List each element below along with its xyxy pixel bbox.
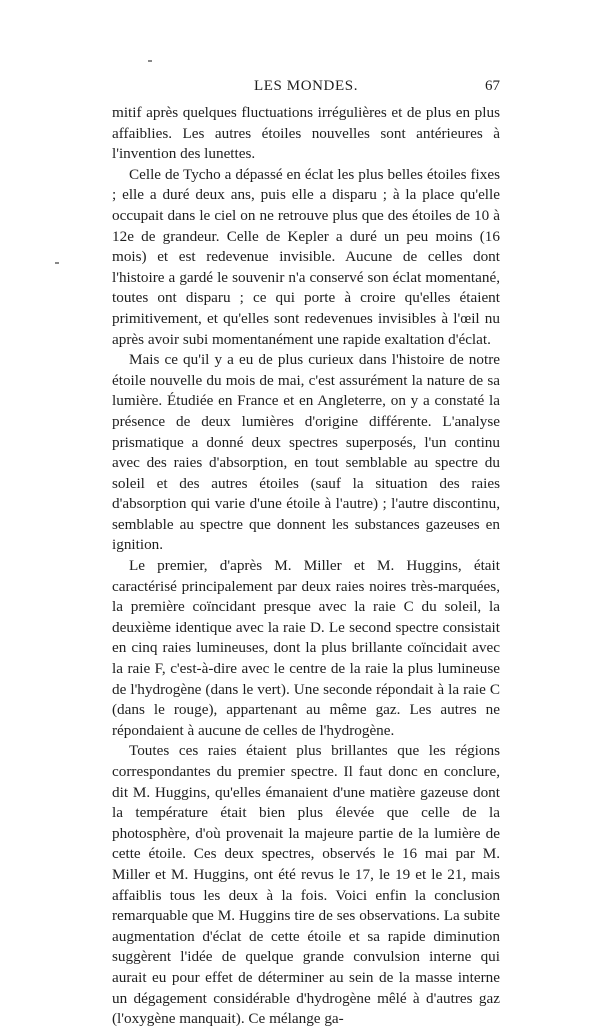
margin-specks <box>148 60 152 62</box>
paragraph: Mais ce qu'il y a eu de plus curieux dans l'histoire de notre étoile nouvelle du mois de mai, c'est assurément la nature de sa lumière. Étudiée en France et en Angleterre, on y a constaté la présence de deux lumières d'origine différente. L'analyse prismatique a donné deux spectres superposés, l'un continu avec des raies d'absorption, en tout semblable au spectre du soleil et des autres étoiles (sauf la situation des raies d'absorption qui varie d'une étoile à l'autre) ; l'autre discontinu, semblable au spectre que donnent les substances gazeuses en ignition. <box>112 351 500 554</box>
paragraph: mitif après quelques fluctuations irrégulières et de plus en plus affaiblies. Les autres étoiles nouvelles sont antérieures à l'invention des lunettes. <box>112 104 500 163</box>
paragraph: Toutes ces raies étaient plus brillantes que les régions correspondantes du premier spectre. Il faut donc en conclure, dit M. Huggins, qu'elles émanaient d'une matière gazeuse dont la température était bien plus élevée que celle de la photosphère, d'où provenait la majeure partie de la lumière de cette étoile. Ces deux spectres, observés le 16 mai par M. Miller et M. Huggins, ont été revus le 17, le 19 et le 21, mais affaiblis tous les deux à la fois. Voici enfin la conclusion remarquable que M. Huggins tire de ses observations. La subite augmentation d'éclat de cette étoile et sa rapide diminution suggèrent l'idée de quelque grande convulsion interne qui aurait eu pour effet de déterminer au sein de la masse interne un dégagement considérable d'hydrogène mêlé à d'autres gaz (l'oxygène manquait). Ce mélange ga- <box>112 742 500 1028</box>
paragraph: Celle de Tycho a dépassé en éclat les plus belles étoiles fixes ; elle a duré deux ans, puis elle a disparu ; à la place qu'elle occupait dans le ciel on ne retrouve plus que des étoiles de 10 à 12e de grandeur. Celle de Kepler a duré un peu moins (16 mois) et est redevenue invisible. Aucune de celles dont l'histoire a gardé le souvenir n'a conservé son éclat momentané, toutes ont disparu ; ce qui porte à croire qu'elles étaient primitivement, et qu'elles sont redevenues invisibles à l'œil nu après avoir subi momentanément une rapide exaltation d'éclat. <box>112 165 500 348</box>
paragraph: Le premier, d'après M. Miller et M. Huggins, était caractérisé principalement par deux raies noires très-marquées, la première coïncidant presque avec la raie C du soleil, la deuxième identique avec la raie D. Le second spectre consistait en cinq raies lumineuses, dont la plus brillante coïncidait avec la raie F, c'est-à-dire avec le centre de la raie la plus lumineuse de l'hydrogène (dans le vert). Une seconde répondait à la raie C (dans le rouge), appartenant au même gaz. Les autres ne répondaient à aucune de celles de l'hydrogène. <box>112 557 500 739</box>
body-text <box>112 103 500 1030</box>
running-header <box>112 78 500 98</box>
running-title: LES MONDES. <box>253 78 359 94</box>
page-number: 67 <box>485 78 500 94</box>
margin-specks <box>55 262 59 264</box>
